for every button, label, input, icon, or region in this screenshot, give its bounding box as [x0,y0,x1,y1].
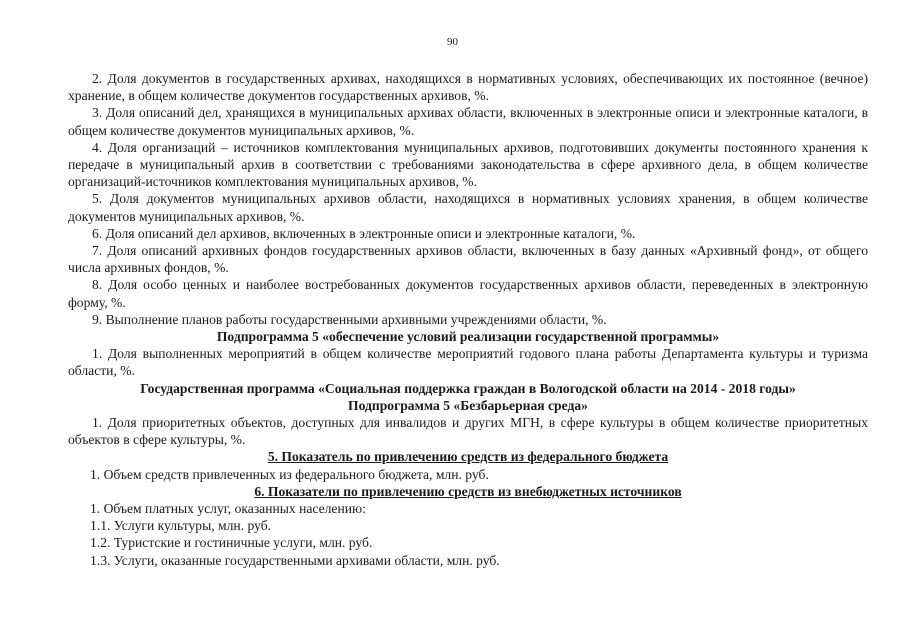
section-6-item-1-1: 1.1. Услуги культуры, млн. руб. [90,518,272,534]
indicator-paragraph-7: 7. Доля описаний архивных фондов государственных архивов области, включенных в базу данных «Архивный фонд», от общего числа архивных фондов, %. [68,243,868,276]
document-body [68,70,868,569]
section-6-item-1: 1. Объем платных услуг, оказанных населению: [90,501,366,517]
barrier-free-heading: Подпрограмма 5 «Безбарьерная среда» [348,397,588,413]
gov-program-heading: Государственная программа «Социальная поддержка граждан в Вологодской области на 2014 - 2018 годы» [140,380,796,396]
section-6-item-1-2: 1.2. Туристские и гостиничные услуги, млн. руб. [90,535,373,551]
section-5-item-1: 1. Объем средств привлеченных из федерального бюджета, млн. руб. [90,466,489,482]
indicator-paragraph-6: 6. Доля описаний дел архивов, включенных в электронные описи и электронные каталоги, %. [92,225,636,241]
section-6-item-1-3: 1.3. Услуги, оказанные государственными архивами области, млн. руб. [90,552,500,568]
indicator-paragraph-8: 8. Доля особо ценных и наиболее востребованных документов государственных архивов области, переведенных в электронную форму, %. [68,277,868,310]
indicator-paragraph-9: 9. Выполнение планов работы государственными архивными учреждениями области, %. [92,311,607,327]
section-6-heading: 6. Показатели по привлечению средств из внебюджетных источников [254,483,682,499]
indicator-paragraph-4: 4. Доля организаций – источников комплектования муниципальных архивов, подготовивших документы постоянного хранения к передаче в муниципальный архив в соответствии с требованиями законодательства в сфере архивного дела, в общем количестве организаций-источников комплектования муниципальных архивов, %. [68,139,868,190]
indicator-paragraph-5: 5. Доля документов муниципальных архивов области, находящихся в нормативных условиях хранения, в общем количестве документов муниципальных архивов, %. [68,191,868,224]
indicator-paragraph-2: 2. Доля документов в государственных архивах, находящихся в нормативных условиях, обеспечивающих их постоянное (вечное) хранение, в общем количестве документов государственных архивов, %. [68,71,868,104]
section-5-heading: 5. Показатель по привлечению средств из федерального бюджета [267,449,669,465]
barrier-free-item-1: 1. Доля приоритетных объектов, доступных для инвалидов и других МГН, в сфере культуры в общем количестве приоритетных объектов в сфере культуры, %. [68,415,868,448]
page-number: 90 [447,36,458,48]
subprogram-5-item-1: 1. Доля выполненных мероприятий в общем количестве мероприятий годового плана работы Департамента культуры и туризма области, %. [68,346,868,379]
subprogram-5-heading: Подпрограмма 5 «обеспечение условий реализации государственной программы» [216,329,720,345]
indicator-paragraph-3: 3. Доля описаний дел, хранящихся в муниципальных архивах области, включенных в электронные описи и электронные каталоги, в общем количестве документов муниципальных архивов, %. [68,105,868,138]
